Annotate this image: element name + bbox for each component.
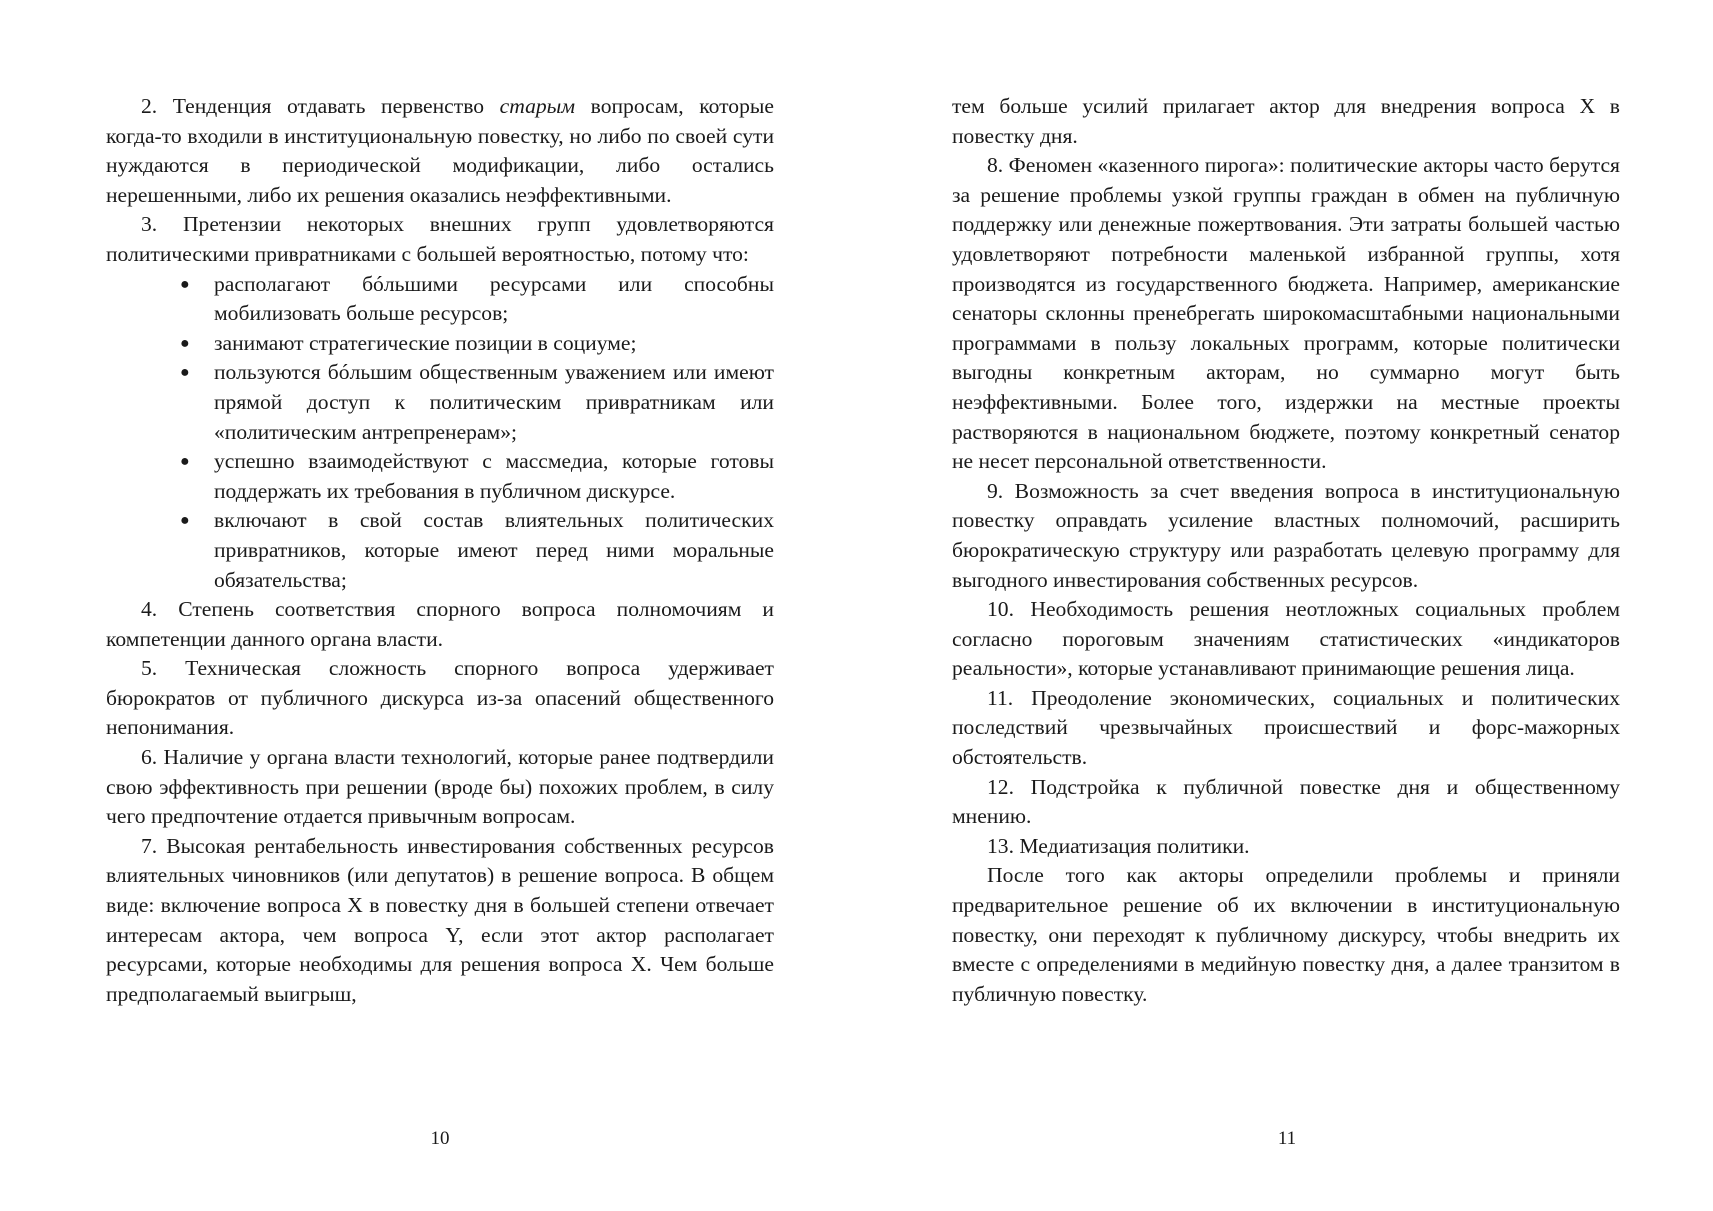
paragraph-item-3: 3. Претензии некоторых внешних групп удовлетворяются политическими привратниками с большей вероятностью, потому что: (106, 212, 774, 266)
page-number-right: 11 (1277, 1128, 1297, 1149)
bullet-item: ● пользуются бóльшим общественным уважением или имеют прямой доступ к политическим привратникам или «политическим антрепренерам»; (180, 360, 774, 444)
paragraph-item-9: 9. Возможность за счет введения вопроса в институциональную повестку оправдать усиление властных полномочий, расширить бюрократическую структуру или разработать целевую программу для выгодного инвестирования собственных ресурсов. (952, 478, 1620, 592)
paragraph-item-12: 12. Подстройка к публичной повестке дня и общественному мнению. (952, 774, 1620, 829)
paragraph-item-6: 6. Наличие у органа власти технологий, которые ранее подтвердили свою эффективность при решении (вроде бы) похожих проблем, в силу чего предпочтение отдается привычным вопросам. (106, 745, 774, 829)
paragraph-item-13: 13. Медиатизация политики. (987, 833, 1250, 858)
paragraph-item-4: 4. Степень соответствия спорного вопроса полномочиям и компетенции данного органа власти. (106, 597, 774, 651)
left-page (106, 92, 774, 1009)
bullet-icon: ● (180, 275, 190, 293)
paragraph-item-5: 5. Техническая сложность спорного вопроса удерживает бюрократов от публичного дискурса из-за опасений общественного непонимания. (106, 656, 774, 740)
bullet-item: ● включают в свой состав влиятельных политических привратников, которые имеют перед ними моральные обязательства; (180, 508, 774, 592)
bullet-list (106, 270, 774, 596)
paragraph-item-2: 2. Тенденция отдавать первенство старым вопросам, которые когда-то входили в институциональную повестку, но либо по своей сути нуждаются в периодической модификации, либо остались нерешенными, либо их решения оказались неэффективными. (106, 94, 774, 207)
paragraph-item-11: 11. Преодоление экономических, социальных и политических последствий чрезвычайных происшествий и форс-мажорных обстоятельств. (952, 685, 1620, 770)
bullet-icon: ● (180, 512, 190, 530)
bullet-icon: ● (180, 364, 190, 382)
page-number-left: 10 (430, 1128, 450, 1149)
paragraph-item-7: 7. Высокая рентабельность инвестирования собственных ресурсов влиятельных чиновников (или депутатов) в решение вопроса. В общем виде: включение вопроса X в повестку дня в большей степени отвечает интересам актора, чем вопроса Y, если этот актор располагает ресурсами, которые необходимы для решения вопроса X. Чем больше предполагаемый выигрыш, (106, 833, 774, 1006)
bullet-item: ● располагают бóльшими ресурсами или способны мобилизовать больше ресурсов; (180, 271, 774, 326)
bullet-item: ● успешно взаимодействуют с массмедиа, которые готовы поддержать их требования в публичном дискурсе. (180, 449, 774, 503)
paragraph-item-10: 10. Необходимость решения неотложных социальных проблем согласно пороговым значениям статистических «индикаторов реальности», которые устанавливают принимающие решения лица. (952, 597, 1620, 681)
bullet-item: ● занимают стратегические позиции в социуме; (214, 329, 774, 359)
emphasis-old: старым (499, 94, 576, 118)
paragraph-continuation: тем больше усилий прилагает актор для внедрения вопроса X в повестку дня. (952, 94, 1620, 148)
bullet-icon: ● (180, 334, 190, 352)
bullet-icon: ● (180, 453, 190, 471)
right-page (952, 92, 1620, 1009)
paragraph-item-8: 8. Феномен «казенного пирога»: политические акторы часто берутся за решение проблемы узкой группы граждан в обмен на публичную поддержку или денежные пожертвования. Эти затраты большей частью удовлетворяют потребности маленькой избранной группы, хотя производятся из государственного бюджета. Например, американские сенаторы склонны пренебрегать широкомасштабными национальными программами в пользу локальных программ, которые политически выгодны конкретным акторам, но суммарно могут быть неэффективными. Более того, издержки на местные проекты растворяются в национальном бюджете, поэтому конкретный сенатор не несет персональной ответственности. (952, 153, 1620, 474)
paragraph-conclusion: После того как акторы определили проблемы и приняли предварительное решение об их включении в институциональную повестку, они переходят к публичному дискурсу, чтобы внедрить их вместе с определениями в медийную повестку дня, а далее транзитом в публичную повестку. (952, 863, 1620, 1006)
